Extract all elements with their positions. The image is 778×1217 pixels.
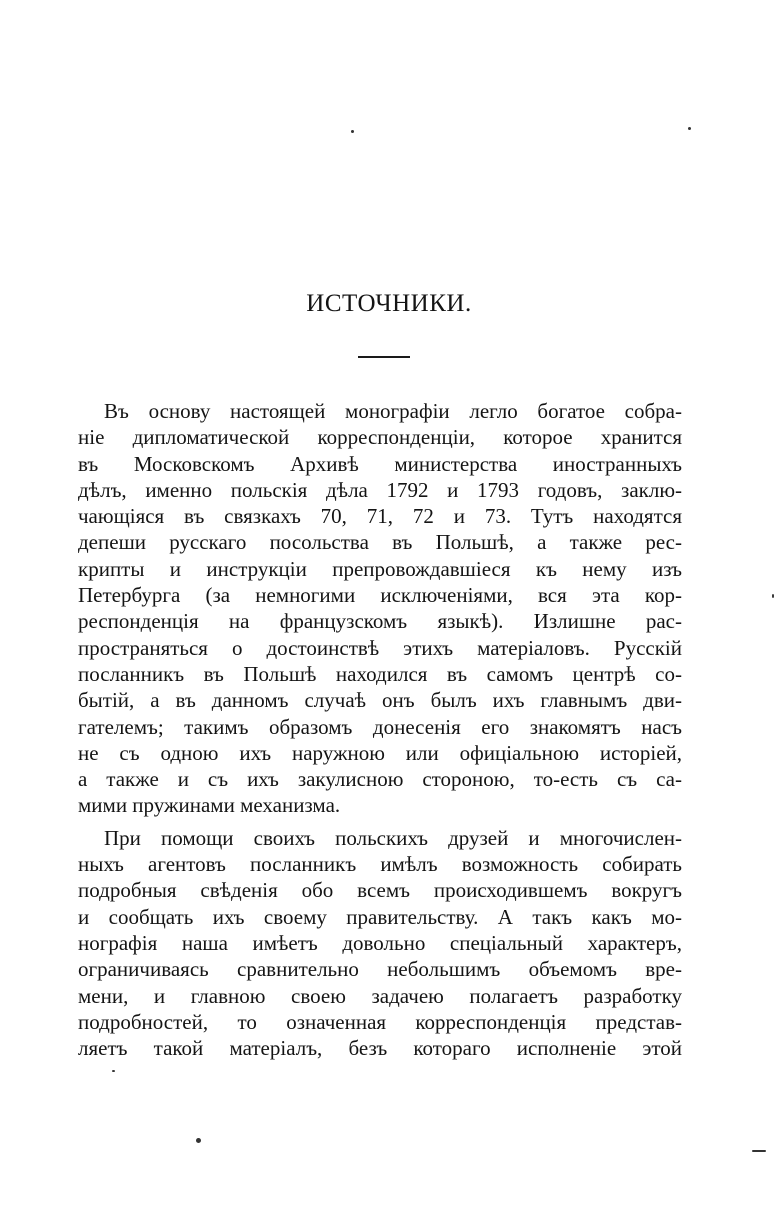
print-speck: [688, 127, 691, 130]
text-line: пространяться о достоинствѣ этихъ матеріаловъ. Русскій: [78, 635, 682, 660]
text-line: подробностей, то означенная корреспонденція представ-: [78, 1009, 682, 1034]
body-text: [78, 398, 682, 1061]
text-line: ніе дипломатической корреспонденціи, которое хранится: [78, 425, 682, 450]
text-line: не съ одною ихъ наружною или офиціальною исторіей,: [78, 740, 682, 765]
text-line: мени, и главною своею задачею полагаетъ разработку: [78, 983, 682, 1008]
text-line: бытій, а въ данномъ случаѣ онъ былъ ихъ главнымъ дви-: [78, 688, 682, 713]
text-line: нографія наша имѣетъ довольно спеціальный характеръ,: [78, 930, 682, 955]
text-line: ограничиваясь сравнительно небольшимъ объемомъ вре-: [78, 957, 682, 982]
print-speck: [196, 1138, 201, 1143]
print-speck: [112, 1070, 115, 1072]
text-line: При помощи своихъ польскихъ друзей и многочислен-: [104, 825, 682, 850]
paragraph-1: [78, 398, 682, 819]
print-speck: [772, 594, 774, 598]
text-line: Петербурга (за немногими исключеніями, вся эта кор-: [78, 583, 682, 608]
page-title: ИСТОЧНИКИ.: [306, 290, 472, 317]
text-line: гателемъ; такимъ образомъ донесенія его знакомятъ насъ: [78, 714, 682, 739]
text-line: въ Московскомъ Архивѣ министерства иностранныхъ: [78, 451, 682, 476]
text-line: ныхъ агентовъ посланникъ имѣлъ возможность собирать: [78, 852, 682, 877]
title-divider: [358, 356, 410, 358]
text-line: чающіяся въ связкахъ 70, 71, 72 и 73. Тутъ находятся: [78, 504, 682, 529]
text-line: респонденція на французскомъ языкѣ). Излишне рас-: [78, 609, 682, 634]
text-line: посланникъ въ Польшѣ находился въ самомъ центрѣ со-: [78, 661, 682, 686]
text-line: мими пружинами механизма.: [78, 793, 341, 818]
print-speck: [752, 1150, 766, 1152]
text-line: и сообщать ихъ своему правительству. А такъ какъ мо-: [78, 904, 682, 929]
print-speck: [351, 130, 354, 133]
paragraph-2: [78, 825, 682, 1062]
text-line: ляетъ такой матеріалъ, безъ котораго исполненіе этой: [78, 1036, 682, 1061]
text-line: дѣлъ, именно польскія дѣла 1792 и 1793 годовъ, заклю-: [78, 477, 682, 502]
text-line: а также и съ ихъ закулисною стороною, то-есть съ са-: [78, 767, 682, 792]
text-line: крипты и инструкціи препровождавшіеся къ нему изъ: [78, 556, 682, 581]
text-line: Въ основу настоящей монографіи легло богатое собра-: [104, 399, 682, 423]
text-line: подробныя свѣденія обо всемъ происходившемъ вокругъ: [78, 878, 682, 903]
text-line: депеши русскаго посольства въ Польшѣ, а также рес-: [78, 530, 682, 555]
